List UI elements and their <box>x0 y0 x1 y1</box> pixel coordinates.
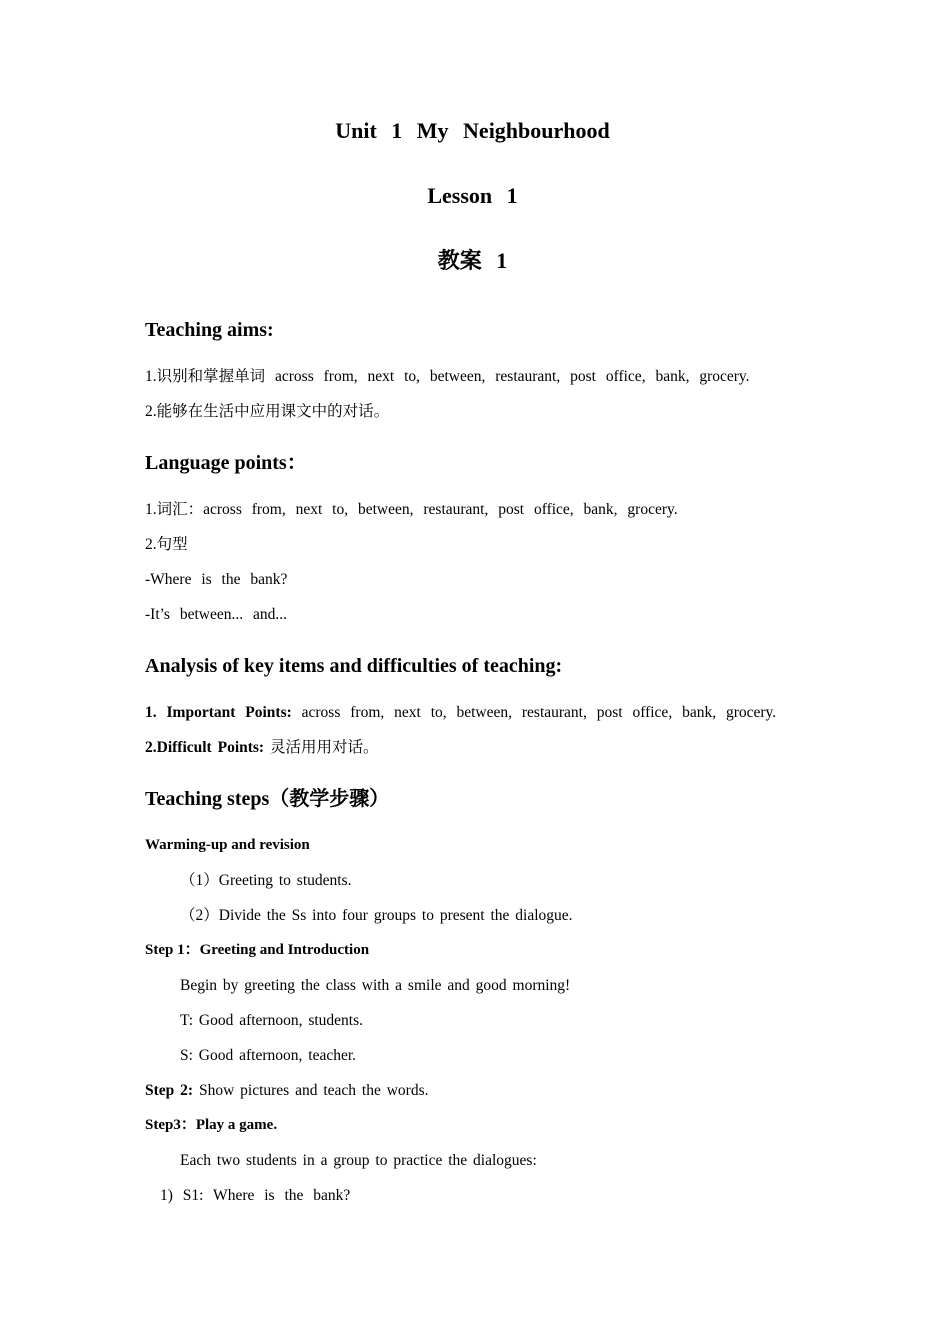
difficult-points-label: 2.Difficult Points: <box>145 739 265 756</box>
step2-line <box>145 1073 800 1108</box>
difficult-points-text: 灵活用用对话。 <box>264 739 379 756</box>
heading-language-points: Language points： <box>145 452 307 474</box>
lesson-title: Lesson 1 <box>427 183 518 208</box>
language-points-line-1: 1.词汇：across from, next to, between, restaurant, post office, bank, grocery. <box>145 501 678 518</box>
teaching-aims-line-1 <box>145 359 800 394</box>
step1-heading: Step 1：Greeting and Introduction <box>145 942 370 958</box>
warmup-item-1: （1）Greeting to students. <box>180 872 352 889</box>
difficult-points-line <box>145 730 800 765</box>
language-points-line-2: 2.句型 <box>145 536 188 553</box>
document-title: Unit 1 My Neighbourhood <box>335 118 610 143</box>
teaching-aims-line-1-en: across from, next to, between, restaurant, post office, bank, grocery. <box>265 368 750 385</box>
language-points-line-3: -Where is the bank? <box>145 571 288 588</box>
heading-analysis: Analysis of key items and difficulties of teaching: <box>145 655 563 677</box>
step2-text: Show pictures and teach the words. <box>193 1082 429 1099</box>
important-points-text: across from, next to, between, restaurant, post office, bank, grocery. <box>291 704 777 721</box>
teaching-aims-line-1-cn: 1.识别和掌握单词 <box>145 368 266 385</box>
step3-line-1: Each two students in a group to practice the dialogues: <box>180 1152 537 1169</box>
step2-label: Step 2: <box>145 1082 194 1099</box>
step3-heading: Step3：Play a game. <box>145 1117 278 1133</box>
important-points-line <box>145 695 800 730</box>
heading-teaching-steps: Teaching steps（教学步骤） <box>145 788 390 810</box>
heading-teaching-aims: Teaching aims: <box>145 319 274 341</box>
step1-line-3: S: Good afternoon, teacher. <box>180 1047 357 1064</box>
warmup-item-2: （2）Divide the Ss into four groups to present the dialogue. <box>180 907 573 924</box>
language-points-line-4: -It’s between... and... <box>145 606 287 623</box>
teaching-aims-line-2: 2.能够在生活中应用课文中的对话。 <box>145 403 390 420</box>
plan-number-title: 教案 1 <box>437 248 508 273</box>
step1-line-2: T: Good afternoon, students. <box>180 1012 364 1029</box>
step1-line-1: Begin by greeting the class with a smile and good morning! <box>180 977 571 994</box>
step3-line-2: 1) S1: Where is the bank? <box>160 1187 351 1204</box>
warmup-heading: Warming-up and revision <box>145 837 310 853</box>
important-points-label: 1. Important Points: <box>145 704 292 721</box>
